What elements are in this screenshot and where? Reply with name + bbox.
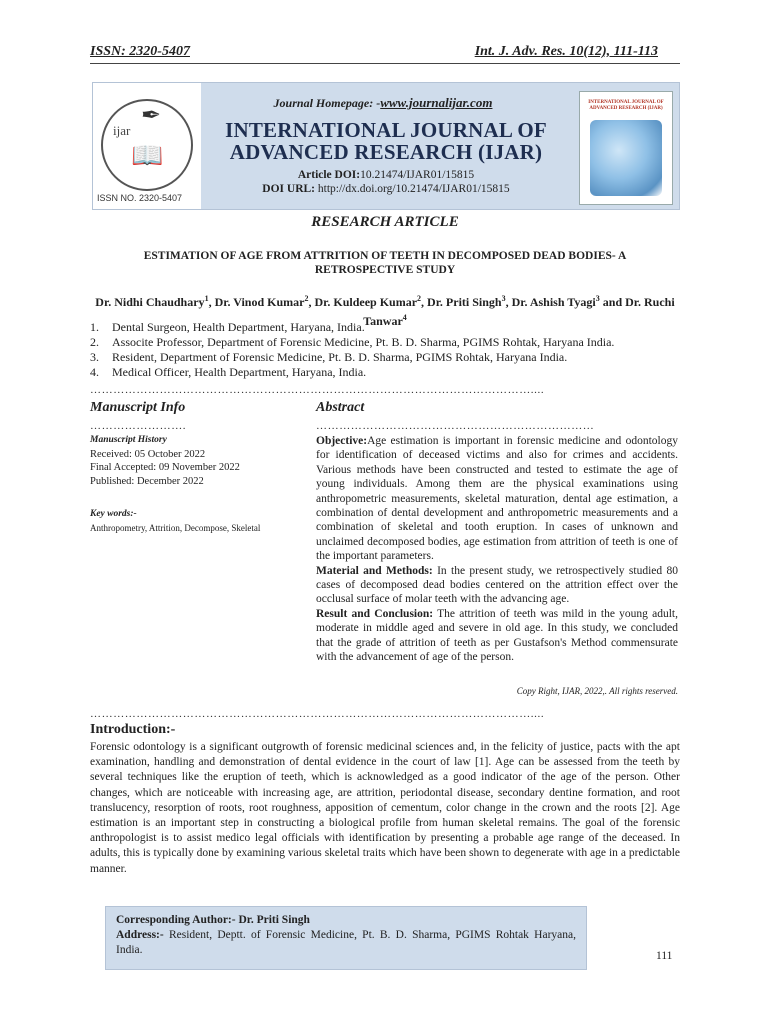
author-separator: and (599, 295, 626, 309)
homepage-link[interactable]: www.journalijar.com (380, 95, 493, 110)
article-title: ESTIMATION OF AGE FROM ATTRITION OF TEETH IN DECOMPOSED DEAD BODIES- A RETROSPECTIVE STUDY (143, 250, 627, 276)
affiliation-number: 4. (90, 365, 99, 379)
author-affiliation-marker: 2 (304, 294, 309, 303)
author-name: Dr. Vinod Kumar (214, 295, 305, 309)
abstract-heading: Abstract (316, 400, 365, 415)
affiliation-text: Resident, Department of Forensic Medicine, Pt. B. D. Sharma, PGIMS Rohtak, Haryana India. (112, 350, 568, 364)
logo-text: ijar (113, 123, 131, 138)
header-citation: Int. J. Adv. Res. 10(12), 111-113 (474, 44, 658, 59)
journal-title (205, 119, 567, 163)
homepage-label: Journal Homepage: - (273, 96, 381, 110)
abstract-methods (316, 564, 678, 607)
author-affiliation-marker: 1 (204, 294, 209, 303)
author-name: Dr. Priti Singh (427, 295, 502, 309)
copyright: Copy Right, IJAR, 2022,. All rights reserved. (516, 686, 678, 696)
article-doi (205, 169, 567, 181)
corresponding-author-box (105, 906, 587, 970)
result-label: Result and Conclusion: (316, 607, 434, 620)
keywords-label: Key words:- (90, 509, 137, 519)
page-number: 111 (656, 950, 673, 962)
journal-cover-image (579, 91, 673, 205)
article-type: RESEARCH ARTICLE (311, 214, 459, 230)
affiliation-text: Dental Surgeon, Health Department, Haryana, India. (112, 320, 365, 334)
doi-url (205, 183, 567, 195)
introduction-heading: Introduction:- (90, 722, 176, 737)
manuscript-info (90, 434, 300, 534)
header-rule (90, 63, 680, 64)
affiliation-list (90, 320, 680, 380)
abstract-dots: ……………………………………………………………… (316, 420, 595, 432)
doi-url-link[interactable]: http://dx.doi.org/10.21474/IJAR01/15815 (317, 183, 510, 195)
author-name: Dr. Ashish Tyagi (511, 295, 596, 309)
logo-issn: ISSN NO. 2320-5407 (97, 193, 183, 203)
author-name: Dr. Kuldeep Kumar (314, 295, 418, 309)
cover-art (590, 120, 662, 196)
affiliation-number: 3. (90, 350, 99, 364)
affiliation-number: 2. (90, 335, 99, 349)
affiliation-text: Medical Officer, Health Department, Haryana, India. (112, 365, 367, 379)
header-issn: ISSN: 2320-5407 (90, 44, 190, 59)
author-name: Dr. Ruchi Tanwar (363, 295, 675, 328)
address-label: Address:- (116, 929, 164, 941)
author-affiliation-marker: 3 (595, 294, 600, 303)
affiliation-item (90, 320, 680, 335)
keywords: Anthropometry, Attrition, Decompose, Skeletal (90, 522, 261, 533)
author-affiliation-marker: 4 (402, 313, 407, 322)
journal-banner (92, 82, 680, 210)
author-separator: , (208, 295, 215, 309)
address-text: Resident, Deptt. of Forensic Medicine, Pt. B. D. Sharma, PGIMS Rohtak Haryana, India. (116, 929, 576, 956)
separator-dots: …………………………………………………………………………………………………….... (90, 384, 545, 396)
objective-label: Objective: (316, 435, 368, 447)
manuscript-dots: ……………………. (90, 420, 187, 432)
corresponding-author-label: Corresponding Author:- Dr. Priti Singh (116, 914, 310, 926)
manuscript-history-label: Manuscript History (90, 435, 167, 445)
article-doi-label: Article DOI: (297, 169, 361, 181)
corresponding-author (116, 913, 576, 958)
journal-homepage (213, 95, 553, 111)
accepted-date: Final Accepted: 09 November 2022 (90, 462, 240, 473)
abstract-objective (316, 434, 678, 564)
abstract-result (316, 607, 678, 665)
author-separator: , (505, 295, 512, 309)
affiliation-text: Associte Professor, Department of Forensic Medicine, Pt. B. D. Sharma, PGIMS Rohtak, Haryana India. (112, 335, 615, 349)
author-separator: , (308, 295, 315, 309)
affiliation-item (90, 335, 680, 350)
affiliation-item (90, 365, 680, 380)
affiliation-number: 1. (90, 320, 99, 334)
abstract-body (316, 434, 678, 665)
quill-icon: ✒ (141, 103, 162, 129)
author-affiliation-marker: 3 (501, 294, 506, 303)
book-icon: 📖 (131, 141, 164, 170)
manuscript-info-heading: Manuscript Info (90, 400, 186, 415)
journal-logo (93, 83, 201, 209)
doi-url-label: DOI URL: (262, 183, 316, 195)
published-date: Published: December 2022 (90, 475, 204, 487)
result-text: The attrition of teeth was mild in the young adult, moderate in middle aged and severe in old age. In this study, we concluded that the grade of attrition of teeth as per Gustafson's Method commensurate with the advancement of age of the person. (316, 607, 679, 664)
author-separator: , (421, 295, 428, 309)
objective-text: Age estimation is important in forensic medicine and odontology for identification of deceased victims and also for crimes and accidents. Various methods have been constructed and tested to estimate the age of young individuals. Among them are the physical examinations using anthropometric measurements, skeletal maturation, dental age estimation, a combination of dental development and anthropometric measurements and a combination of skeletal and tooth eruption. In cases of unknown and unclaimed decomposed bodies, age estimation from attrition of teeth is one of the important parameters. (316, 435, 678, 563)
article-doi-value: 10.21474/IJAR01/15815 (360, 169, 475, 181)
received-date: Received: 05 October 2022 (90, 448, 206, 460)
author-name: Dr. Nidhi Chaudhary (95, 295, 205, 309)
journal-title-line1: INTERNATIONAL JOURNAL OF (225, 118, 547, 142)
cover-title: INTERNATIONAL JOURNAL OF ADVANCED RESEARCH (IJAR) (588, 100, 664, 111)
author-affiliation-marker: 2 (417, 294, 422, 303)
affiliation-item (90, 350, 680, 365)
methods-text: In the present study, we retrospectively studied 80 cases of decomposed dead bodies centered on the attrition effect over the occlusal surface of molar teeth with the advancing age. (316, 564, 678, 606)
separator-dots-2: …………………………………………………………………………………………………….... (90, 708, 545, 720)
methods-label: Material and Methods: (316, 564, 433, 577)
introduction-text: Forensic odontology is a significant outgrowth of forensic medicinal sciences and, in the felicity of justice, pacts with the apt examination, handling and demonstration of dental evidence in the court of law [1]. Age can be assessed from the teeth by several techniques like the eruption of teeth, which is acknowledged as a good indicator of the age of the person. Other changes, which are noticeable with increasing age, are attrition, periodontal disease, secondary dentine formation, and root translucency, resorption of roots, root roughness, apposition of cementum, color change in the crown and the roots [2]. Age estimation is an important step in constructing a biological profile from human skeletal remains. The goal of the forensic anthropologist is to assist medico legal officials with identification by presenting a probable age range of the deceased. In adults, this is typically done by examining various skeletal traits which have been shown to degenerate with age in a predictable manner. (90, 741, 680, 875)
journal-title-line2: ADVANCED RESEARCH (IJAR) (229, 140, 543, 164)
